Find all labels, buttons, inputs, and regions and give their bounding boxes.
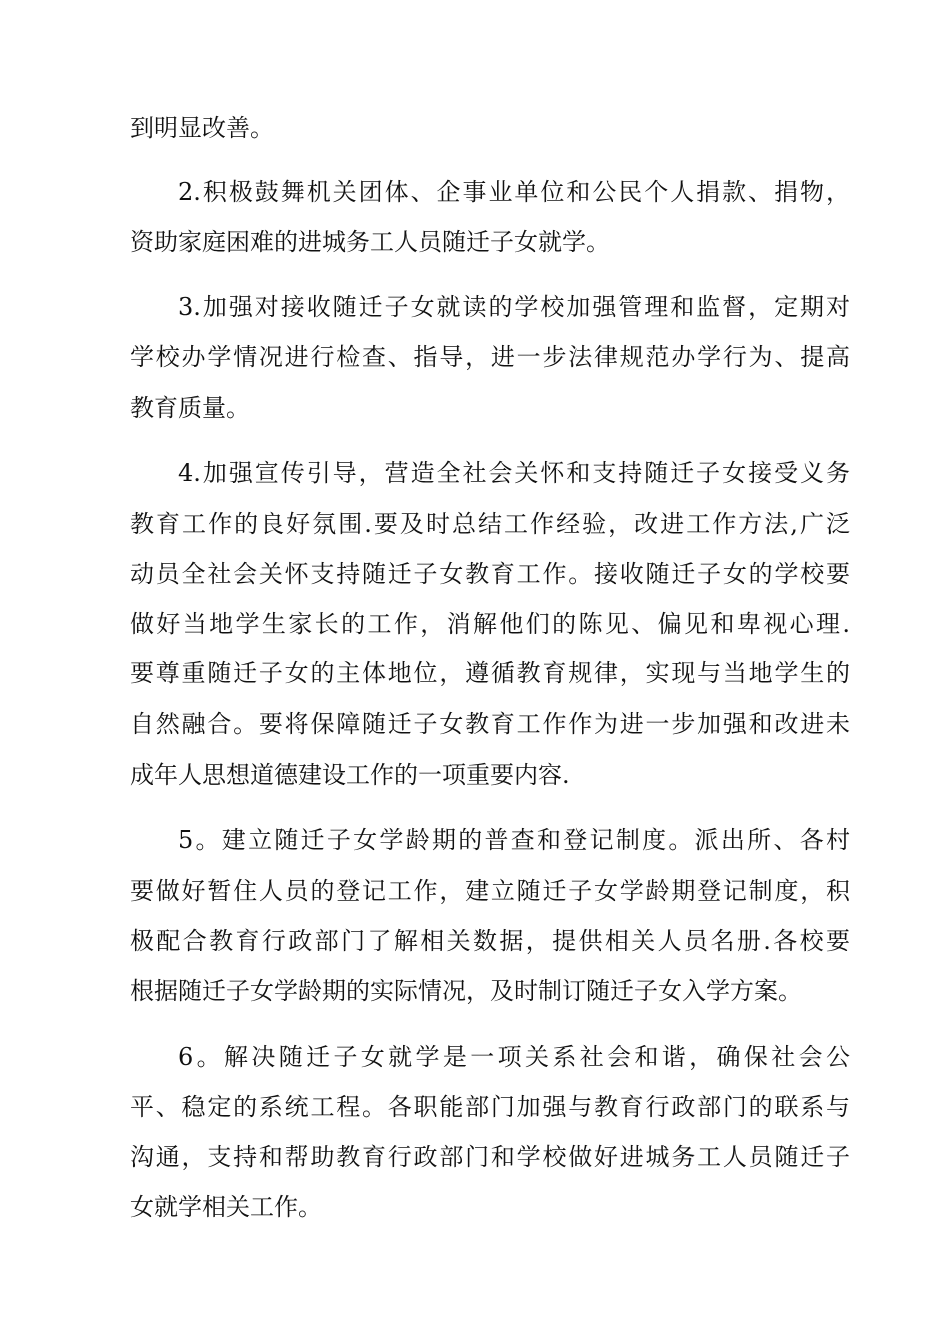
text-line: 3.加强对接收随迁子女就读的学校加强管理和监督，定期对 [178,293,850,321]
text-line: 资助家庭困难的进城务工人员随迁子女就学。 [130,228,610,256]
text-line: 自然融合。要将保障随迁子女教育工作作为进一步加强和改进未 [130,710,850,738]
text-line: 4.加强宣传引导，营造全社会关怀和支持随迁子女接受义务 [178,459,850,487]
text-line: 学校办学情况进行检查、指导，进一步法律规范办学行为、提高 [130,343,850,371]
text-line: 沟通，支持和帮助教育行政部门和学校做好进城务工人员随迁子 [130,1143,850,1171]
text-line: 到明显改善。 [130,114,274,142]
text-line: 根据随迁子女学龄期的实际情况，及时制订随迁子女入学方案。 [130,977,802,1005]
text-line: 女就学相关工作。 [130,1193,322,1221]
text-line: 教育质量。 [130,394,250,422]
text-line: 做好当地学生家长的工作，消解他们的陈见、偏见和卑视心理. [130,610,850,638]
text-line: 要做好暂住人员的登记工作，建立随迁子女学龄期登记制度，积 [130,877,850,905]
text-line: 要尊重随迁子女的主体地位，遵循教育规律，实现与当地学生的 [130,659,850,687]
text-line: 教育工作的良好氛围.要及时总结工作经验，改进工作方法,广泛 [130,510,850,538]
text-line: 5。建立随迁子女学龄期的普查和登记制度。派出所、各村 [178,826,850,854]
text-line: 成年人思想道德建设工作的一项重要内容. [130,761,570,789]
text-line: 极配合教育行政部门了解相关数据，提供相关人员名册.各校要 [130,927,850,955]
text-line: 动员全社会关怀支持随迁子女教育工作。接收随迁子女的学校要 [130,560,850,588]
text-line: 2.积极鼓舞机关团体、企事业单位和公民个人捐款、捐物， [178,178,850,206]
text-line: 6。解决随迁子女就学是一项关系社会和谐，确保社会公 [178,1043,850,1071]
text-line: 平、稳定的系统工程。各职能部门加强与教育行政部门的联系与 [130,1093,850,1121]
